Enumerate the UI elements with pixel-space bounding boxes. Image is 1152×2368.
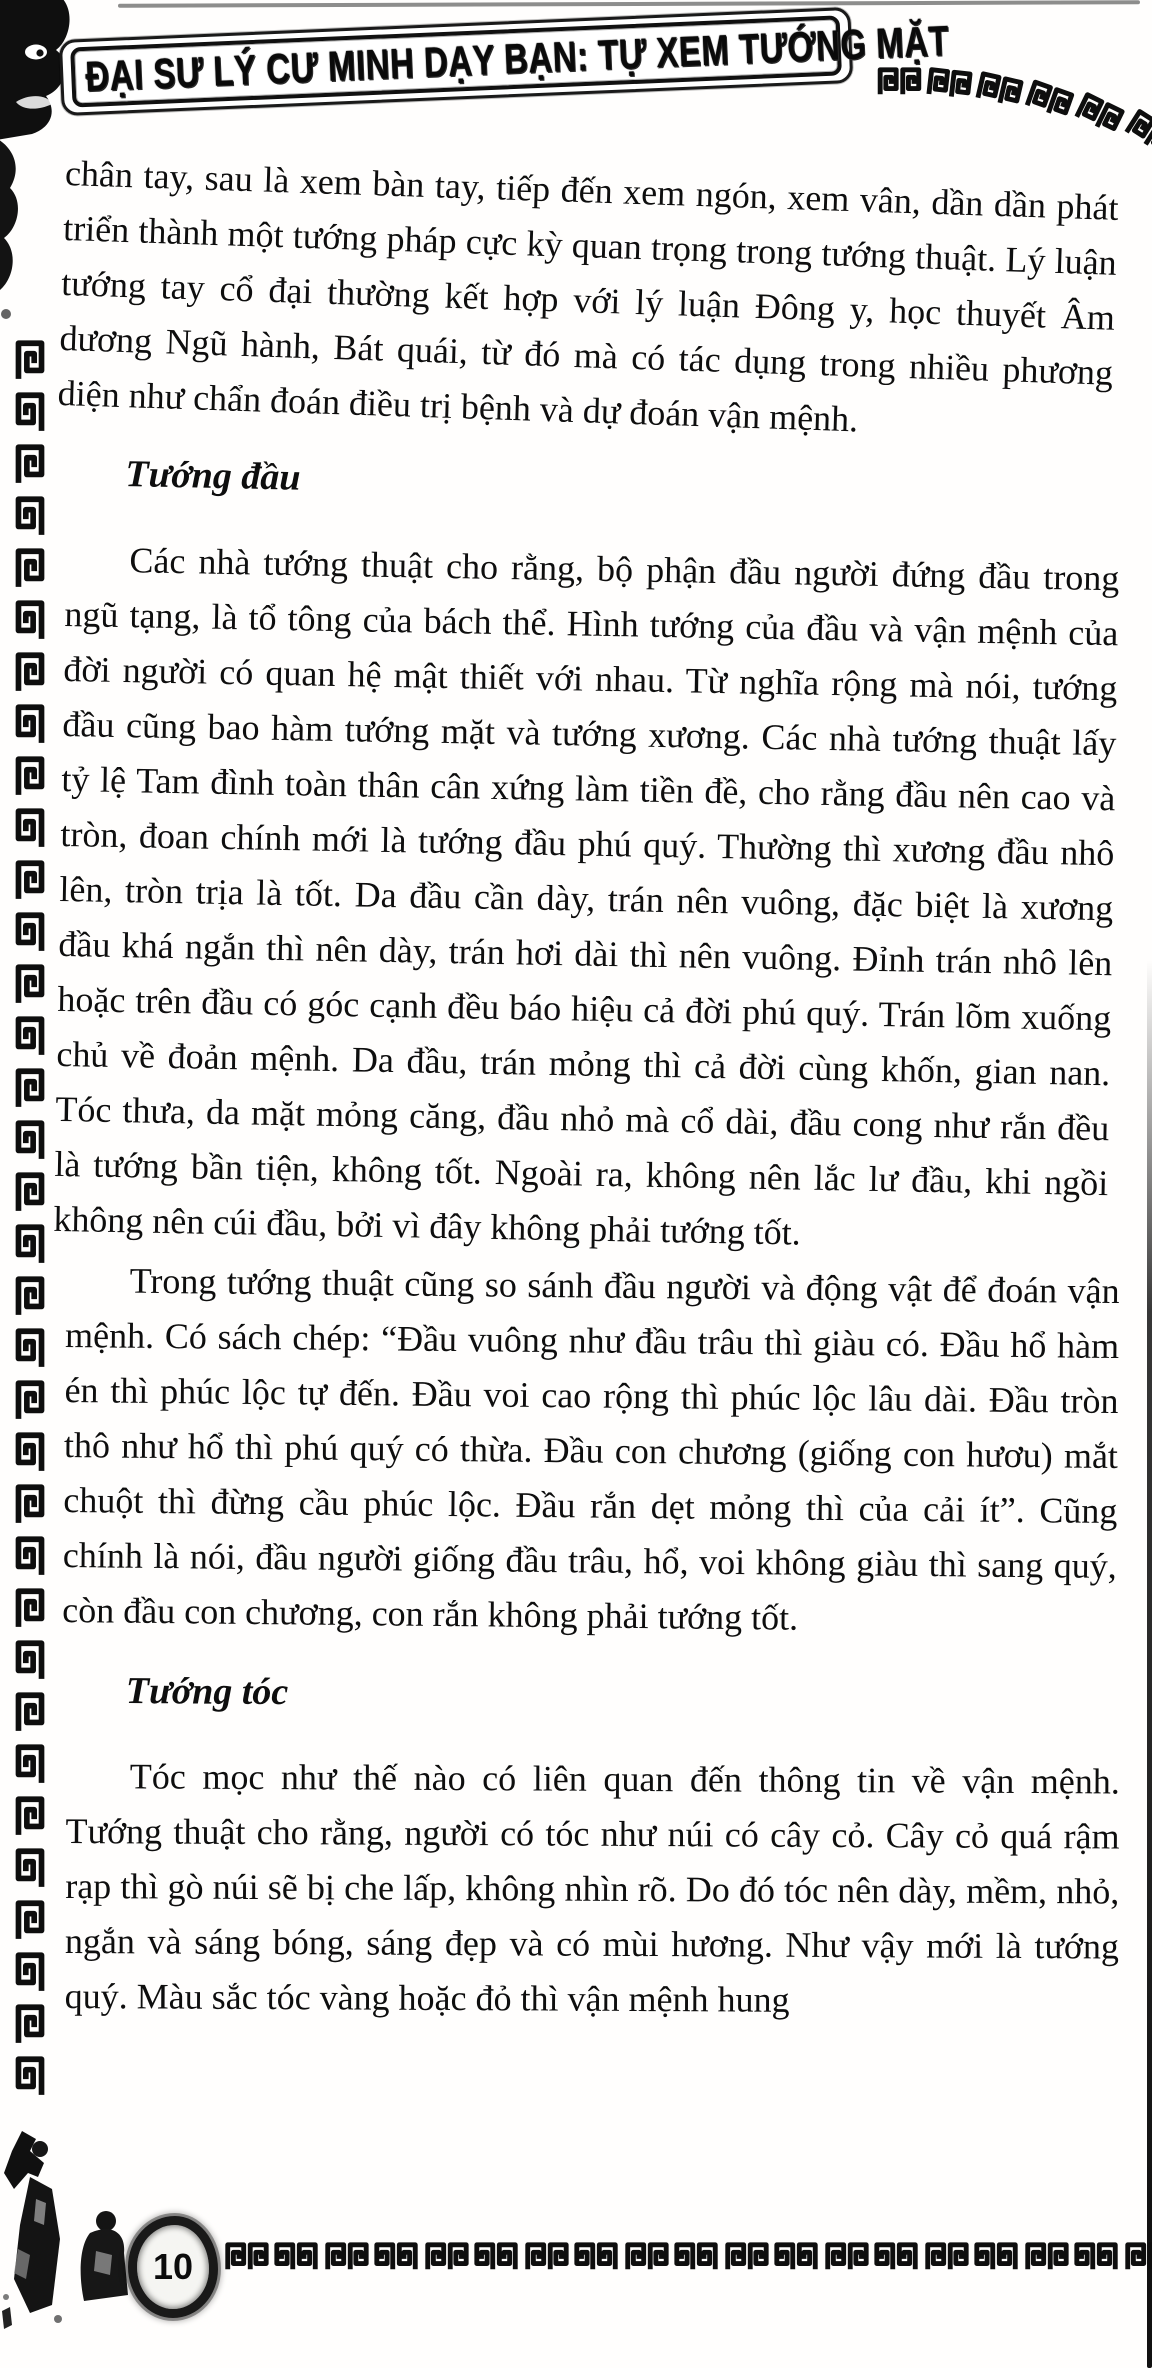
banner-inner-frame [70,15,950,107]
paragraph-hair-physiognomy: Tóc mọc như thế nào có liên quan đến thông tin về vận mệnh. Tướng thuật cho rằng, người có tóc như núi có cây cỏ. Cây cỏ quá rậm rạp thì gò núi sẽ bị che lấp, không nhìn rõ. Do đó tóc nên dày, mềm, nhỏ, ngắn và sáng bóng, sáng đẹp và có mùi hương. Như vậy mới là tướng quý. Màu sắc tóc vàng hoặc đỏ thì vận mệnh hung [64,1756,1120,2020]
banner-outer-frame [59,7,950,116]
page-body-text [53,146,1120,2024]
running-title: ĐẠI SƯ LÝ CƯ MINH DẠY BẠN: TỰ XEM TƯỚNG MẶT [84,16,950,101]
page-number: 10 [152,2246,194,2287]
header-banner [59,7,950,116]
left-meander-border [12,338,50,2098]
paragraph-head-animal-comparison: Trong tướng thuật cũng so sánh đầu người và động vật để đoán vận mệnh. Có sách chép: “Đầu vuông như đầu trâu thì giàu có. Đầu hổ hàm én thì phúc lộc tự đến. Đầu voi cao rộng thì phúc lộc lâu dài. Đầu tròn thô như hổ thì phú quý có thừa. Đầu con chương (giống con hươu) mắt chuột thì đừng cầu phúc lộc. Đầu rắn dẹt mỏng thì của cải ít”. Cũng chính là nói, đầu người giống đầu trâu, hổ, voi không giàu thì sang quý, còn đầu con chương, con rắn không phải tướng tốt. [62,1260,1120,1638]
ink-figures-illustration [0,2128,140,2340]
paragraph-head-physiognomy: Các nhà tướng thuật cho rằng, bộ phận đầu người đứng đầu trong ngũ tạng, là tổ tông của bách thể. Hình tướng của đầu và vận mệnh của đời người có quan hệ mật thiết với nhau. Từ nghĩa rộng mà nói, tướng đầu cũng bao hàm tướng mặt và tướng xương. Các nhà tướng thuật lấy tỷ lệ Tam đình toàn thân cân xứng làm tiền đề, cho rằng đầu nên cao và tròn, đoan chính mới là tướng đầu phú quý. Thường thì xương đầu nhô lên, tròn trịa là tốt. Da đầu cần dày, trán nên vuông, đặc biệt là xương đầu khá ngắn thì nên dày, trán hơi dài thì nên vuông. Đỉnh trán nhô lên hoặc trên đầu có góc cạnh đều báo hiệu cả đời phú quý. Trán lõm xuống chủ về đoản mệnh. Da đầu, trán mỏng thì cả đời cùng khốn, gian nan. Tóc thưa, da mặt mỏng căng, đầu nhỏ mà cổ dài, đầu cong như rắn đều là tướng bần tiện, không tốt. Ngoài ra, không nên lắc lư đầu, khi ngồi không nên cúi đầu, bởi vì đây không phải tướng tốt. [53,540,1120,1253]
paragraph-palmistry-continuation: chân tay, sau là xem bàn tay, tiếp đến xem ngón, xem vân, dần dần phát triển thành một tướng pháp cực kỳ quan trọng trong tướng thuật. Lý luận tướng tay cổ đại thường kết hợp với lý luận Đông y, học thuyết Âm dương Ngũ hành, Bát quái, từ đó mà có tác dụng trong nhiều phương diện như chẩn đoán điều trị bệnh và dự đoán vận mệnh. [57,152,1120,440]
page-edge-shadow [1147,960,1152,2368]
section-heading-tuong-dau: Tướng đầu [124,452,301,499]
section-heading-tuong-toc: Tướng tóc [125,1669,289,1714]
footer-meander-row [224,2236,1152,2278]
scan-top-edge-smudge [118,0,1140,8]
page-number-badge [128,2216,218,2318]
header-meander-chain [876,66,1152,98]
